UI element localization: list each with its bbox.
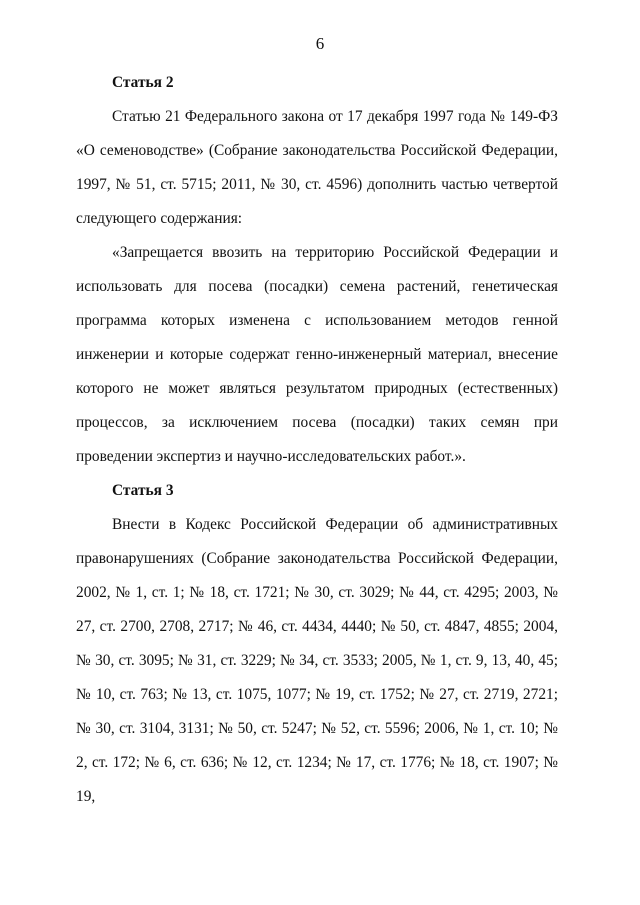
document-body xyxy=(76,66,558,814)
article-2-paragraph-2: «Запрещается ввозить на территорию Российской Федерации и использовать для посева (посадки) семена растений, генетическая программа которых изменена с использованием методов генной инженерии и которые содержат генно-инженерный материал, внесение которого не может являться результатом природных (естественных) процессов, за исключением посева (посадки) таких семян при проведении экспертиз и научно-исследовательских работ.». xyxy=(76,244,558,465)
page-number: 6 xyxy=(315,34,325,53)
article-3-heading: Статья 3 xyxy=(112,482,174,499)
article-2-paragraph-1: Статью 21 Федерального закона от 17 декабря 1997 года № 149-ФЗ «О семеноводстве» (Собрание законодательства Российской Федерации, 1997, № 51, ст. 5715; 2011, № 30, ст. 4596) дополнить частью четвертой следующего содержания: xyxy=(76,108,558,227)
article-3-paragraph-1: Внести в Кодекс Российской Федерации об административных правонарушениях (Собрание законодательства Российской Федерации, 2002, № 1, ст. 1; № 18, ст. 1721; № 30, ст. 3029; № 44, ст. 4295; 2003, № 27, ст. 2700, 2708, 2717; № 46, ст. 4434, 4440; № 50, ст. 4847, 4855; 2004, № 30, ст. 3095; № 31, ст. 3229; № 34, ст. 3533; 2005, № 1, ст. 9, 13, 40, 45; № 10, ст. 763; № 13, ст. 1075, 1077; № 19, ст. 1752; № 27, ст. 2719, 2721; № 30, ст. 3104, 3131; № 50, ст. 5247; № 52, ст. 5596; 2006, № 1, ст. 10; № 2, ст. 172; № 6, ст. 636; № 12, ст. 1234; № 17, ст. 1776; № 18, ст. 1907; № 19, xyxy=(76,516,558,805)
article-2-heading: Статья 2 xyxy=(112,74,174,91)
